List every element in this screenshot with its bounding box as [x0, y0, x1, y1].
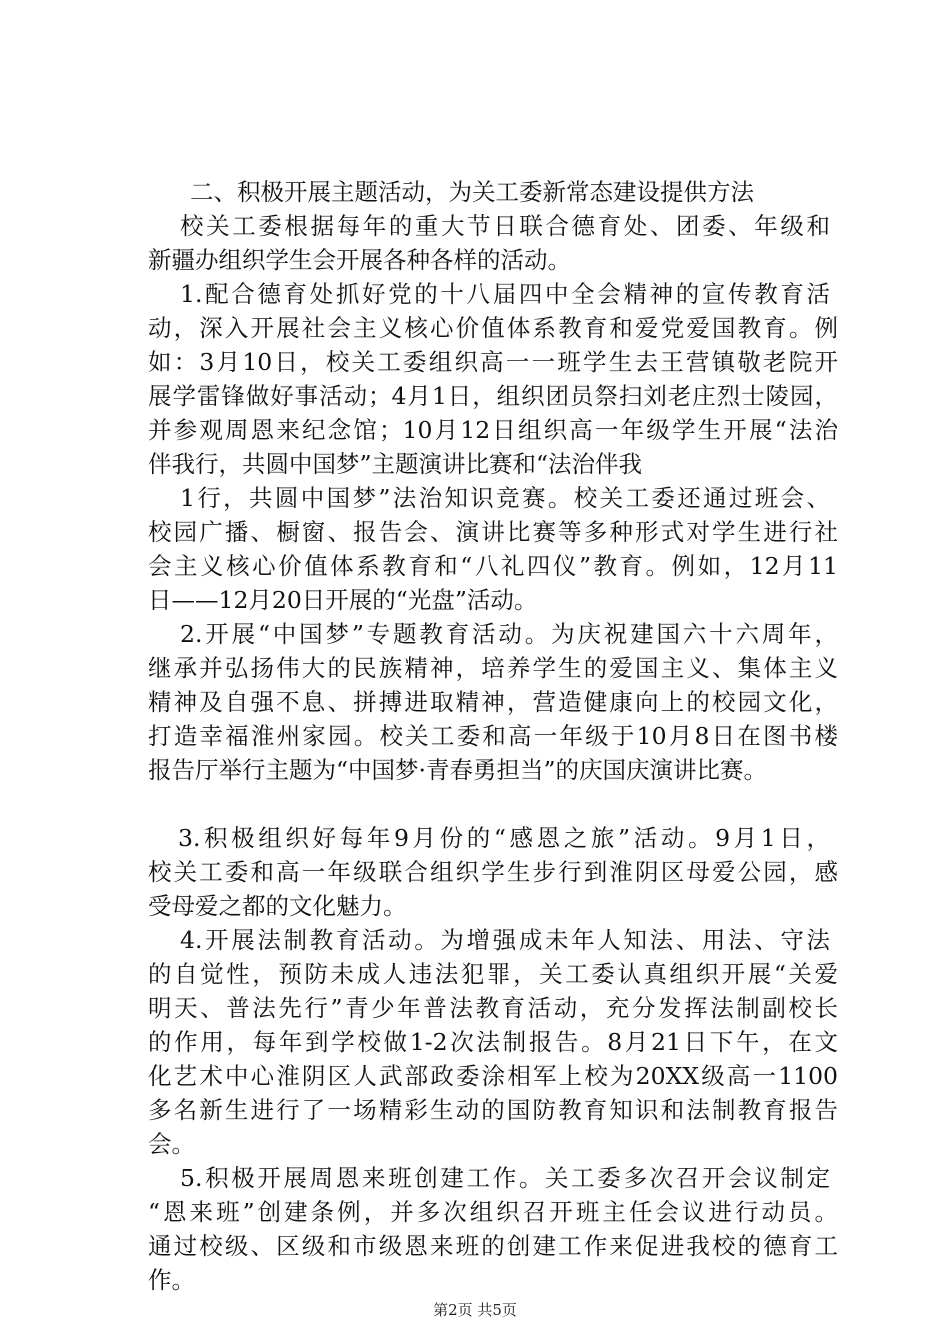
paragraph-line: 动，深入开展社会主义核心价值体系教育和爱党爱国教育。例 [148, 314, 838, 342]
paragraph-line: 校园广播、橱窗、报告会、演讲比赛等多种形式对学生进行社 [148, 518, 838, 546]
paragraph-line: 2.开展“中国梦”专题教育活动。为庆祝建国六十六周年， [180, 620, 838, 648]
paragraph-line: 会主义核心价值体系教育和“八礼四仪”教育。例如，12月11 [148, 552, 838, 580]
section-heading: 二、积极开展主题活动，为关工委新常态建设提供方法 [190, 178, 754, 206]
paragraph-line: 的自觉性，预防未成人违法犯罪，关工委认真组织开展“关爱 [148, 960, 838, 988]
paragraph-line: 4.开展法制教育活动。为增强成未年人知法、用法、守法 [180, 926, 830, 954]
paragraph-line: 会。 [148, 1130, 195, 1158]
paragraph-line: 明天、普法先行”青少年普法教育活动，充分发挥法制副校长 [148, 994, 838, 1022]
paragraph-line: 报告厅举行主题为“中国梦·青春勇担当”的庆国庆演讲比赛。 [148, 756, 767, 784]
paragraph-line: 化艺术中心淮阴区人武部政委涂相军上校为20XX级高一1100 [148, 1062, 838, 1090]
paragraph-line: 受母爱之都的文化魅力。 [148, 892, 407, 920]
page-number-footer: 第2页 共5页 [433, 1301, 517, 1319]
paragraph-line: 作。 [148, 1266, 195, 1294]
paragraph-line: 5.积极开展周恩来班创建工作。关工委多次召开会议制定 [180, 1164, 830, 1192]
paragraph-line: 继承并弘扬伟大的民族精神，培养学生的爱国主义、集体主义 [148, 654, 838, 682]
paragraph-line: 校关工委和高一年级联合组织学生步行到淮阴区母爱公园，感 [148, 858, 838, 886]
paragraph-line: 并参观周恩来纪念馆；10月12日组织高一年级学生开展“法治 [148, 416, 838, 444]
paragraph-line: 校关工委根据每年的重大节日联合德育处、团委、年级和 [180, 212, 830, 240]
paragraph-line: 精神及自强不息、拼搏进取精神，营造健康向上的校园文化， [148, 688, 838, 716]
paragraph-line: 1.配合德育处抓好党的十八届四中全会精神的宣传教育活 [180, 280, 830, 308]
paragraph-line: 日——12月20日开展的“光盘”活动。 [148, 586, 538, 614]
paragraph-line: 新疆办组织学生会开展各种各样的活动。 [148, 246, 571, 274]
paragraph-line: “恩来班”创建条例，并多次组织召开班主任会议进行动员。 [148, 1198, 838, 1226]
paragraph-line: 的作用，每年到学校做1-2次法制报告。8月21日下午，在文 [148, 1028, 838, 1056]
paragraph-line: 1行，共圆中国梦”法治知识竞赛。校关工委还通过班会、 [180, 484, 830, 512]
paragraph-line: 如：3月10日，校关工委组织高一一班学生去王营镇敬老院开 [148, 348, 838, 376]
paragraph-line: 伴我行，共圆中国梦”主题演讲比赛和“法治伴我 [148, 450, 643, 478]
paragraph-line: 多名新生进行了一场精彩生动的国防教育知识和法制教育报告 [148, 1096, 838, 1124]
paragraph-line: 3.积极组织好每年9月份的“感恩之旅”活动。9月1日， [178, 824, 830, 852]
paragraph-line: 打造幸福淮州家园。校关工委和高一年级于10月8日在图书楼 [148, 722, 838, 750]
paragraph-line: 展学雷锋做好事活动；4月1日，组织团员祭扫刘老庄烈士陵园， [148, 382, 838, 410]
paragraph-line: 通过校级、区级和市级恩来班的创建工作来促进我校的德育工 [148, 1232, 838, 1260]
